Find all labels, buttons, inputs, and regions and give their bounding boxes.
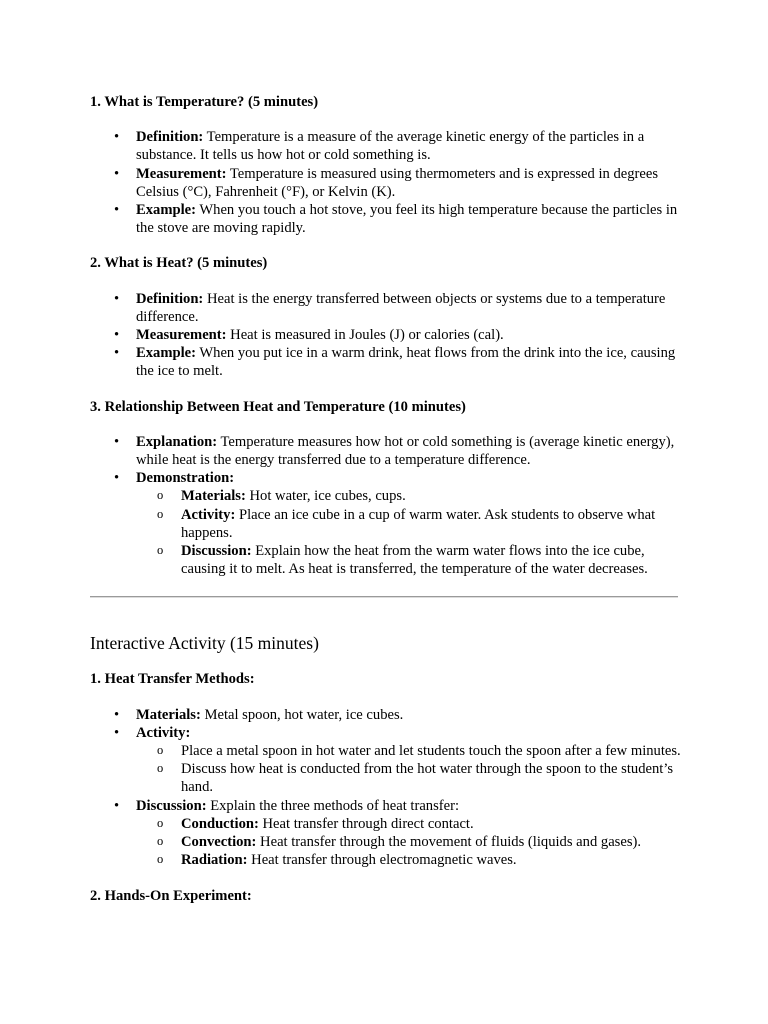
list-item	[90, 326, 690, 344]
interactive-activity-heading: Interactive Activity (15 minutes)	[90, 633, 319, 654]
section-heading-heat: 2. What is Heat? (5 minutes)	[90, 255, 268, 272]
item-label: Activity:	[181, 506, 236, 523]
sublist-item	[136, 487, 690, 505]
item-text: Explain how the heat from the warm water flows into the ice cube, causing it to melt. As heat is transferred, the temperature of the water decreases.	[181, 543, 648, 578]
item-text: Metal spoon, hot water, ice cubes.	[200, 706, 404, 723]
item-label: Demonstration:	[136, 470, 235, 487]
list-item	[90, 724, 690, 797]
item-label: Measurement:	[136, 327, 227, 344]
relationship-list	[90, 433, 690, 579]
item-text: Heat transfer through electromagnetic waves.	[247, 852, 517, 869]
section-heading-relationship: 3. Relationship Between Heat and Temperature (10 minutes)	[90, 398, 466, 415]
item-text: Temperature measures how hot or cold something is (average kinetic energy), while heat is the energy transferred due to a temperature difference.	[136, 433, 675, 469]
activity-sublist	[136, 742, 690, 797]
sublist-item	[136, 815, 690, 833]
sublist-item: o Discuss how heat is conducted from the hot water through the spoon to the student’s hand.	[136, 760, 690, 796]
item-text: When you touch a hot stove, you feel its high temperature because the particles in the stove are moving rapidly.	[136, 202, 678, 237]
demonstration-sublist	[136, 487, 690, 578]
item-label: Discussion:	[181, 543, 252, 560]
list-item	[90, 797, 690, 870]
sublist-item	[136, 833, 690, 851]
item-label: Activity:	[136, 724, 191, 741]
list-item	[90, 201, 690, 237]
item-text: Heat is measured in Joules (J) or calories (cal).	[226, 327, 504, 344]
item-text: Heat is the energy transferred between objects or systems due to a temperature difference.	[136, 290, 666, 325]
sublist-item	[136, 506, 690, 542]
section-heading-temperature: 1. What is Temperature? (5 minutes)	[90, 94, 319, 110]
temperature-list	[90, 128, 690, 237]
list-item	[90, 469, 690, 578]
heat-list	[90, 290, 690, 381]
item-label: Definition:	[136, 129, 204, 146]
heat-transfer-list	[90, 706, 690, 870]
item-label: Measurement:	[136, 165, 227, 182]
item-text: Temperature is measured using thermometers and is expressed in degrees Celsius (°C), Fahrenheit (°F), or Kelvin (K).	[136, 165, 659, 200]
item-text: Explain the three methods of heat transfer:	[206, 797, 460, 814]
item-text: Hot water, ice cubes, cups.	[245, 488, 406, 505]
sublist-item: o Place a metal spoon in hot water and let students touch the spoon after a few minutes.	[136, 742, 690, 760]
sublist-item	[136, 542, 690, 578]
item-label: Materials:	[181, 488, 246, 505]
discussion-sublist	[136, 815, 690, 870]
document-content	[90, 93, 690, 905]
item-label: Conduction:	[181, 815, 259, 832]
list-item	[90, 706, 690, 724]
horizontal-rule	[90, 596, 678, 598]
item-label: Example:	[136, 202, 196, 219]
list-item	[90, 128, 690, 164]
item-text: Heat transfer through the movement of fluids (liquids and gases).	[256, 834, 642, 851]
item-text: Place an ice cube in a cup of warm water. Ask students to observe what happens.	[181, 506, 656, 541]
item-label: Definition:	[136, 290, 204, 307]
heat-transfer-methods-heading: 1. Heat Transfer Methods:	[90, 671, 255, 688]
item-text: When you put ice in a warm drink, heat flows from the drink into the ice, causing the ice to melt.	[136, 345, 676, 380]
list-item	[90, 433, 690, 469]
item-label: Radiation:	[181, 852, 248, 869]
item-label: Explanation:	[136, 433, 218, 450]
list-item	[90, 290, 690, 326]
item-label: Example:	[136, 345, 196, 362]
list-item	[90, 344, 690, 380]
list-item	[90, 165, 690, 201]
hands-on-experiment-heading: 2. Hands-On Experiment:	[90, 887, 252, 904]
item-label: Convection:	[181, 834, 257, 851]
item-label: Discussion:	[136, 797, 207, 814]
item-label: Materials:	[136, 706, 201, 723]
item-text: Heat transfer through direct contact.	[258, 815, 474, 832]
item-text: Temperature is a measure of the average kinetic energy of the particles in a substance. It tells us how hot or cold something is.	[136, 129, 645, 164]
sublist-item	[136, 851, 690, 869]
